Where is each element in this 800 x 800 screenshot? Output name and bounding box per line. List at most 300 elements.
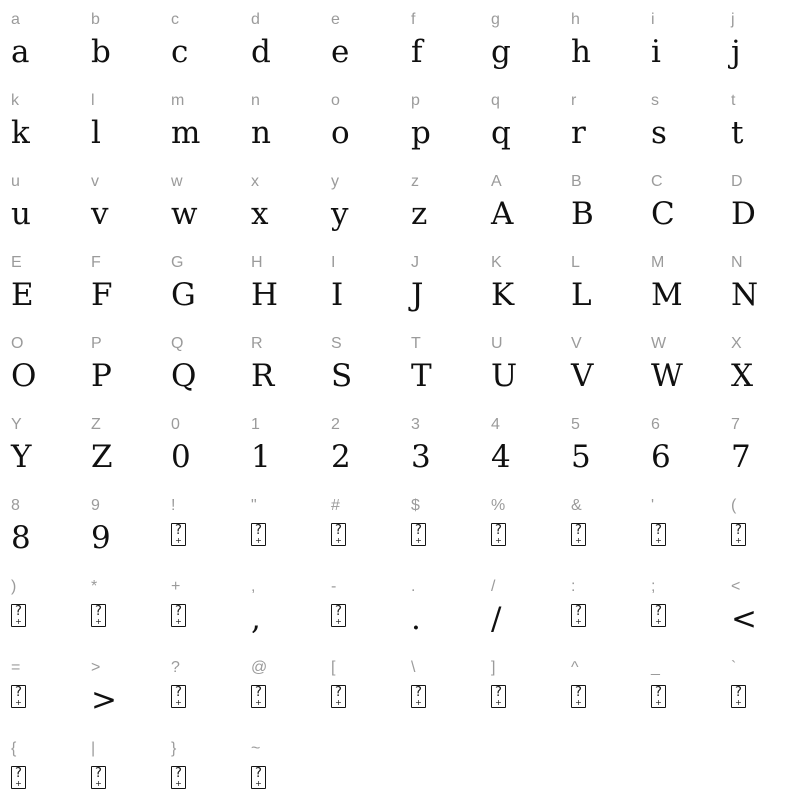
glyph-cell[interactable] [240, 0, 320, 81]
glyph-cell[interactable] [560, 81, 640, 162]
missing-glyph-question-icon: ? [335, 604, 342, 619]
glyph-cell[interactable] [80, 324, 160, 405]
glyph-cell[interactable] [640, 324, 720, 405]
glyph-label: < [731, 578, 741, 595]
glyph-cell[interactable] [320, 162, 400, 243]
glyph-preview: D [731, 196, 756, 232]
glyph-label: H [251, 254, 263, 271]
glyph-preview: C [651, 196, 675, 232]
glyph-label: 1 [251, 416, 260, 433]
glyph-cell[interactable] [240, 648, 320, 729]
glyph-label: + [171, 578, 181, 595]
missing-glyph-plus-icon: + [335, 617, 342, 626]
glyph-cell[interactable] [0, 486, 80, 567]
missing-glyph-box [11, 604, 26, 627]
glyph-cell[interactable] [320, 648, 400, 729]
glyph-label: _ [651, 659, 660, 676]
glyph-label: , [251, 578, 256, 595]
glyph-cell[interactable] [0, 81, 80, 162]
glyph-label: f [411, 11, 416, 28]
glyph-preview: A [491, 196, 514, 232]
glyph-cell[interactable] [320, 324, 400, 405]
glyph-preview: W [651, 358, 683, 394]
glyph-label: l [91, 92, 95, 109]
glyph-cell[interactable] [560, 648, 640, 729]
glyph-cell[interactable] [80, 405, 160, 486]
glyph-preview: c [171, 34, 189, 70]
glyph-label: k [11, 92, 19, 109]
glyph-label: K [491, 254, 502, 271]
glyph-label: V [571, 335, 582, 352]
missing-glyph-question-icon: ? [415, 685, 422, 700]
glyph-label: - [331, 578, 337, 595]
missing-glyph-plus-icon: + [735, 698, 742, 707]
glyph-cell[interactable] [320, 405, 400, 486]
glyph-preview: u [11, 196, 31, 232]
missing-glyph-plus-icon: + [575, 698, 582, 707]
glyph-cell[interactable] [720, 648, 800, 729]
glyph-cell[interactable] [240, 81, 320, 162]
glyph-cell[interactable] [240, 567, 320, 648]
glyph-label: 7 [731, 416, 740, 433]
glyph-label: I [331, 254, 336, 271]
glyph-cell[interactable] [720, 81, 800, 162]
missing-glyph-plus-icon: + [255, 779, 262, 788]
glyph-label: D [731, 173, 743, 190]
missing-glyph-box [571, 604, 586, 627]
glyph-label: 0 [171, 416, 180, 433]
glyph-label: ? [171, 659, 180, 676]
glyph-label: { [11, 740, 17, 757]
glyph-cell[interactable] [240, 324, 320, 405]
missing-glyph-plus-icon: + [495, 536, 502, 545]
glyph-cell[interactable] [640, 81, 720, 162]
glyph-preview: g [491, 34, 511, 70]
glyph-cell[interactable] [320, 81, 400, 162]
missing-glyph-question-icon: ? [15, 685, 22, 700]
glyph-cell[interactable] [400, 486, 480, 567]
glyph-cell[interactable] [80, 162, 160, 243]
glyph-label: A [491, 173, 502, 190]
glyph-preview: 2 [331, 439, 351, 475]
glyph-label: $ [411, 497, 420, 514]
missing-glyph-plus-icon: + [735, 536, 742, 545]
glyph-preview: G [171, 277, 196, 313]
missing-glyph-question-icon: ? [255, 685, 262, 700]
glyph-preview: R [251, 358, 275, 394]
glyph-preview: x [251, 196, 269, 232]
missing-glyph-question-icon: ? [335, 523, 342, 538]
glyph-label: g [491, 11, 500, 28]
missing-glyph-plus-icon: + [95, 779, 102, 788]
glyph-label: t [731, 92, 736, 109]
glyph-cell[interactable] [240, 162, 320, 243]
missing-glyph-plus-icon: + [655, 617, 662, 626]
glyph-preview: h [571, 34, 591, 70]
glyph-cell[interactable] [160, 81, 240, 162]
glyph-cell[interactable] [480, 81, 560, 162]
missing-glyph-plus-icon: + [415, 698, 422, 707]
glyph-label: ` [731, 659, 737, 676]
missing-glyph-question-icon: ? [655, 523, 662, 538]
glyph-cell[interactable] [480, 0, 560, 81]
glyph-cell[interactable] [720, 405, 800, 486]
glyph-cell[interactable] [240, 243, 320, 324]
missing-glyph-question-icon: ? [15, 604, 22, 619]
glyph-label: o [331, 92, 340, 109]
glyph-cell[interactable] [400, 243, 480, 324]
glyph-label: m [171, 92, 185, 109]
glyph-preview: b [91, 34, 111, 70]
glyph-cell[interactable] [80, 81, 160, 162]
glyph-preview: q [491, 115, 511, 151]
glyph-label: 4 [491, 416, 500, 433]
missing-glyph-box [171, 685, 186, 708]
missing-glyph-box [91, 604, 106, 627]
missing-glyph-plus-icon: + [495, 698, 502, 707]
glyph-label: n [251, 92, 260, 109]
glyph-label: % [491, 497, 506, 514]
glyph-preview: O [11, 358, 37, 394]
missing-glyph-plus-icon: + [175, 698, 182, 707]
glyph-cell[interactable] [400, 567, 480, 648]
missing-glyph-box [251, 523, 266, 546]
glyph-preview: U [491, 358, 518, 394]
glyph-preview: t [731, 115, 744, 151]
missing-glyph-box [411, 685, 426, 708]
glyph-preview: s [651, 115, 667, 151]
glyph-cell[interactable] [320, 567, 400, 648]
missing-glyph-box [171, 766, 186, 789]
missing-glyph-question-icon: ? [495, 523, 502, 538]
glyph-cell[interactable] [80, 243, 160, 324]
glyph-cell[interactable] [560, 162, 640, 243]
glyph-preview: L [571, 277, 592, 313]
missing-glyph-plus-icon: + [15, 617, 22, 626]
glyph-preview: N [731, 277, 759, 313]
glyph-label: \ [411, 659, 416, 676]
glyph-cell[interactable] [80, 648, 160, 729]
glyph-preview: Q [171, 358, 197, 394]
glyph-cell[interactable] [240, 729, 320, 800]
glyph-cell[interactable] [160, 486, 240, 567]
glyph-preview: z [411, 196, 428, 232]
glyph-preview: I [331, 277, 344, 313]
glyph-preview: Z [91, 439, 113, 475]
glyph-label: b [91, 11, 100, 28]
missing-glyph-box [91, 766, 106, 789]
missing-glyph-question-icon: ? [175, 685, 182, 700]
glyph-label: s [651, 92, 659, 109]
missing-glyph-box [171, 604, 186, 627]
glyph-cell[interactable] [480, 405, 560, 486]
glyph-cell[interactable] [160, 405, 240, 486]
glyph-label: p [411, 92, 420, 109]
glyph-cell[interactable] [0, 0, 80, 81]
glyph-label: 2 [331, 416, 340, 433]
glyph-label: @ [251, 659, 268, 676]
glyph-label: U [491, 335, 503, 352]
glyph-preview: K [491, 277, 515, 313]
missing-glyph-question-icon: ? [655, 685, 662, 700]
glyph-cell[interactable] [80, 486, 160, 567]
glyph-cell[interactable] [80, 0, 160, 81]
glyph-label: r [571, 92, 577, 109]
glyph-cell[interactable] [720, 567, 800, 648]
glyph-cell[interactable] [0, 243, 80, 324]
glyph-cell[interactable] [640, 0, 720, 81]
missing-glyph-box [331, 685, 346, 708]
glyph-cell[interactable] [160, 324, 240, 405]
missing-glyph-plus-icon: + [255, 536, 262, 545]
glyph-label: ~ [251, 740, 261, 757]
glyph-cell[interactable] [240, 486, 320, 567]
missing-glyph-question-icon: ? [15, 766, 22, 781]
missing-glyph-plus-icon: + [335, 698, 342, 707]
missing-glyph-question-icon: ? [575, 604, 582, 619]
glyph-preview: v [91, 196, 109, 232]
glyph-cell[interactable] [720, 0, 800, 81]
glyph-label: & [571, 497, 582, 514]
glyph-label: } [171, 740, 177, 757]
glyph-cell[interactable] [0, 567, 80, 648]
glyph-cell[interactable] [640, 162, 720, 243]
glyph-label: i [651, 11, 655, 28]
glyph-cell[interactable] [560, 324, 640, 405]
glyph-cell[interactable] [0, 324, 80, 405]
missing-glyph-box [651, 523, 666, 546]
glyph-cell[interactable] [560, 567, 640, 648]
glyph-label: ; [651, 578, 656, 595]
glyph-preview: B [571, 196, 594, 232]
glyph-cell[interactable] [320, 243, 400, 324]
glyph-cell[interactable] [480, 324, 560, 405]
glyph-label: S [331, 335, 342, 352]
glyph-cell[interactable] [160, 162, 240, 243]
glyph-preview: p [411, 115, 431, 151]
glyph-label: ] [491, 659, 496, 676]
glyph-label: c [171, 11, 179, 28]
glyph-preview: i [651, 34, 661, 70]
glyph-preview: F [91, 277, 113, 313]
glyph-label: N [731, 254, 743, 271]
glyph-preview: T [411, 358, 432, 394]
glyph-label: B [571, 173, 582, 190]
glyph-cell[interactable] [400, 405, 480, 486]
glyph-cell[interactable] [160, 567, 240, 648]
glyph-cell[interactable] [400, 162, 480, 243]
glyph-cell[interactable] [560, 243, 640, 324]
missing-glyph-box [571, 685, 586, 708]
missing-glyph-plus-icon: + [15, 698, 22, 707]
missing-glyph-plus-icon: + [15, 779, 22, 788]
glyph-label: ) [11, 578, 17, 595]
missing-glyph-box [411, 523, 426, 546]
glyph-label: L [571, 254, 580, 271]
glyph-label: E [11, 254, 22, 271]
glyph-label: ! [171, 497, 176, 514]
glyph-label: z [411, 173, 419, 190]
glyph-preview: e [331, 34, 350, 70]
glyph-cell[interactable] [480, 162, 560, 243]
missing-glyph-box [731, 685, 746, 708]
missing-glyph-box [11, 766, 26, 789]
glyph-label: ^ [571, 659, 579, 676]
missing-glyph-plus-icon: + [655, 698, 662, 707]
missing-glyph-box [11, 685, 26, 708]
glyph-preview: Y [11, 439, 32, 475]
glyph-cell[interactable] [160, 729, 240, 800]
glyph-cell[interactable] [560, 486, 640, 567]
glyph-label: T [411, 335, 421, 352]
glyph-preview: 6 [651, 439, 671, 475]
glyph-cell[interactable] [720, 324, 800, 405]
glyph-cell[interactable] [560, 0, 640, 81]
glyph-label: ( [731, 497, 737, 514]
glyph-preview: n [251, 115, 271, 151]
missing-glyph-question-icon: ? [575, 685, 582, 700]
glyph-preview: y [331, 196, 349, 232]
glyph-label: 3 [411, 416, 420, 433]
glyph-preview: . [411, 601, 421, 637]
glyph-label: . [411, 578, 416, 595]
missing-glyph-question-icon: ? [655, 604, 662, 619]
missing-glyph-question-icon: ? [335, 685, 342, 700]
glyph-cell[interactable] [320, 486, 400, 567]
glyph-preview: w [171, 196, 198, 232]
glyph-label: Z [91, 416, 101, 433]
missing-glyph-question-icon: ? [175, 523, 182, 538]
glyph-cell[interactable] [160, 0, 240, 81]
glyph-cell[interactable] [0, 729, 80, 800]
glyph-label: a [11, 11, 20, 28]
glyph-label: C [651, 173, 663, 190]
missing-glyph-plus-icon: + [575, 617, 582, 626]
glyph-label: d [251, 11, 260, 28]
glyph-cell[interactable] [0, 648, 80, 729]
glyph-cell[interactable] [0, 162, 80, 243]
missing-glyph-box [491, 523, 506, 546]
missing-glyph-question-icon: ? [175, 766, 182, 781]
glyph-label: u [11, 173, 20, 190]
glyph-label: : [571, 578, 576, 595]
glyph-label: X [731, 335, 742, 352]
glyph-preview: m [171, 115, 201, 151]
glyph-label: h [571, 11, 580, 28]
glyph-preview: P [91, 358, 112, 394]
glyph-preview: 5 [571, 439, 591, 475]
glyph-preview: 3 [411, 439, 431, 475]
glyph-label: > [91, 659, 101, 676]
glyph-cell[interactable] [240, 405, 320, 486]
glyph-cell[interactable] [640, 405, 720, 486]
missing-glyph-plus-icon: + [175, 779, 182, 788]
missing-glyph-plus-icon: + [95, 617, 102, 626]
glyph-preview: 9 [91, 520, 111, 556]
glyph-cell[interactable] [80, 729, 160, 800]
glyph-preview: a [11, 34, 30, 70]
glyph-preview: 4 [491, 439, 511, 475]
glyph-cell[interactable] [640, 648, 720, 729]
glyph-cell[interactable] [400, 81, 480, 162]
glyph-preview: r [571, 115, 586, 151]
glyph-label: O [11, 335, 24, 352]
glyph-cell[interactable] [560, 405, 640, 486]
glyph-label: P [91, 335, 102, 352]
glyph-label: | [91, 740, 96, 757]
glyph-label: e [331, 11, 340, 28]
glyph-preview: V [571, 358, 594, 394]
missing-glyph-plus-icon: + [175, 536, 182, 545]
glyph-cell[interactable] [480, 648, 560, 729]
glyph-label: x [251, 173, 259, 190]
glyph-cell[interactable] [400, 324, 480, 405]
glyph-cell[interactable] [320, 0, 400, 81]
missing-glyph-question-icon: ? [95, 766, 102, 781]
missing-glyph-question-icon: ? [415, 523, 422, 538]
glyph-preview: M [651, 277, 683, 313]
glyph-preview: J [411, 277, 424, 313]
glyph-preview: 7 [731, 439, 751, 475]
glyph-cell[interactable] [480, 243, 560, 324]
glyph-preview: / [491, 601, 502, 637]
glyph-label: G [171, 254, 184, 271]
glyph-label: M [651, 254, 665, 271]
glyph-cell[interactable] [400, 0, 480, 81]
glyph-cell[interactable] [720, 162, 800, 243]
missing-glyph-question-icon: ? [735, 523, 742, 538]
glyph-preview: 8 [11, 520, 31, 556]
missing-glyph-box [171, 523, 186, 546]
glyph-label: F [91, 254, 101, 271]
glyph-cell[interactable] [640, 243, 720, 324]
glyph-cell[interactable] [160, 243, 240, 324]
glyph-cell[interactable] [400, 648, 480, 729]
glyph-label: Q [171, 335, 184, 352]
missing-glyph-box [651, 685, 666, 708]
glyph-cell[interactable] [0, 405, 80, 486]
missing-glyph-question-icon: ? [495, 685, 502, 700]
glyph-cell[interactable] [160, 648, 240, 729]
glyph-label: R [251, 335, 263, 352]
glyph-cell[interactable] [640, 486, 720, 567]
glyph-cell[interactable] [480, 567, 560, 648]
glyph-label: = [11, 659, 21, 676]
missing-glyph-plus-icon: + [655, 536, 662, 545]
glyph-preview: j [731, 34, 741, 70]
glyph-label: / [491, 578, 496, 595]
glyph-preview: > [91, 682, 117, 718]
missing-glyph-box [251, 685, 266, 708]
glyph-preview: 1 [251, 439, 271, 475]
glyph-label: 9 [91, 497, 100, 514]
glyph-cell[interactable] [720, 486, 800, 567]
missing-glyph-question-icon: ? [95, 604, 102, 619]
missing-glyph-question-icon: ? [175, 604, 182, 619]
glyph-label: * [91, 578, 98, 595]
glyph-label: # [331, 497, 340, 514]
glyph-cell[interactable] [80, 567, 160, 648]
missing-glyph-box [571, 523, 586, 546]
glyph-label: ' [651, 497, 655, 514]
glyph-cell[interactable] [480, 486, 560, 567]
glyph-cell[interactable] [640, 567, 720, 648]
glyph-label: w [171, 173, 183, 190]
glyph-preview: l [91, 115, 101, 151]
glyph-preview: 0 [171, 439, 191, 475]
missing-glyph-plus-icon: + [335, 536, 342, 545]
glyph-cell[interactable] [720, 243, 800, 324]
